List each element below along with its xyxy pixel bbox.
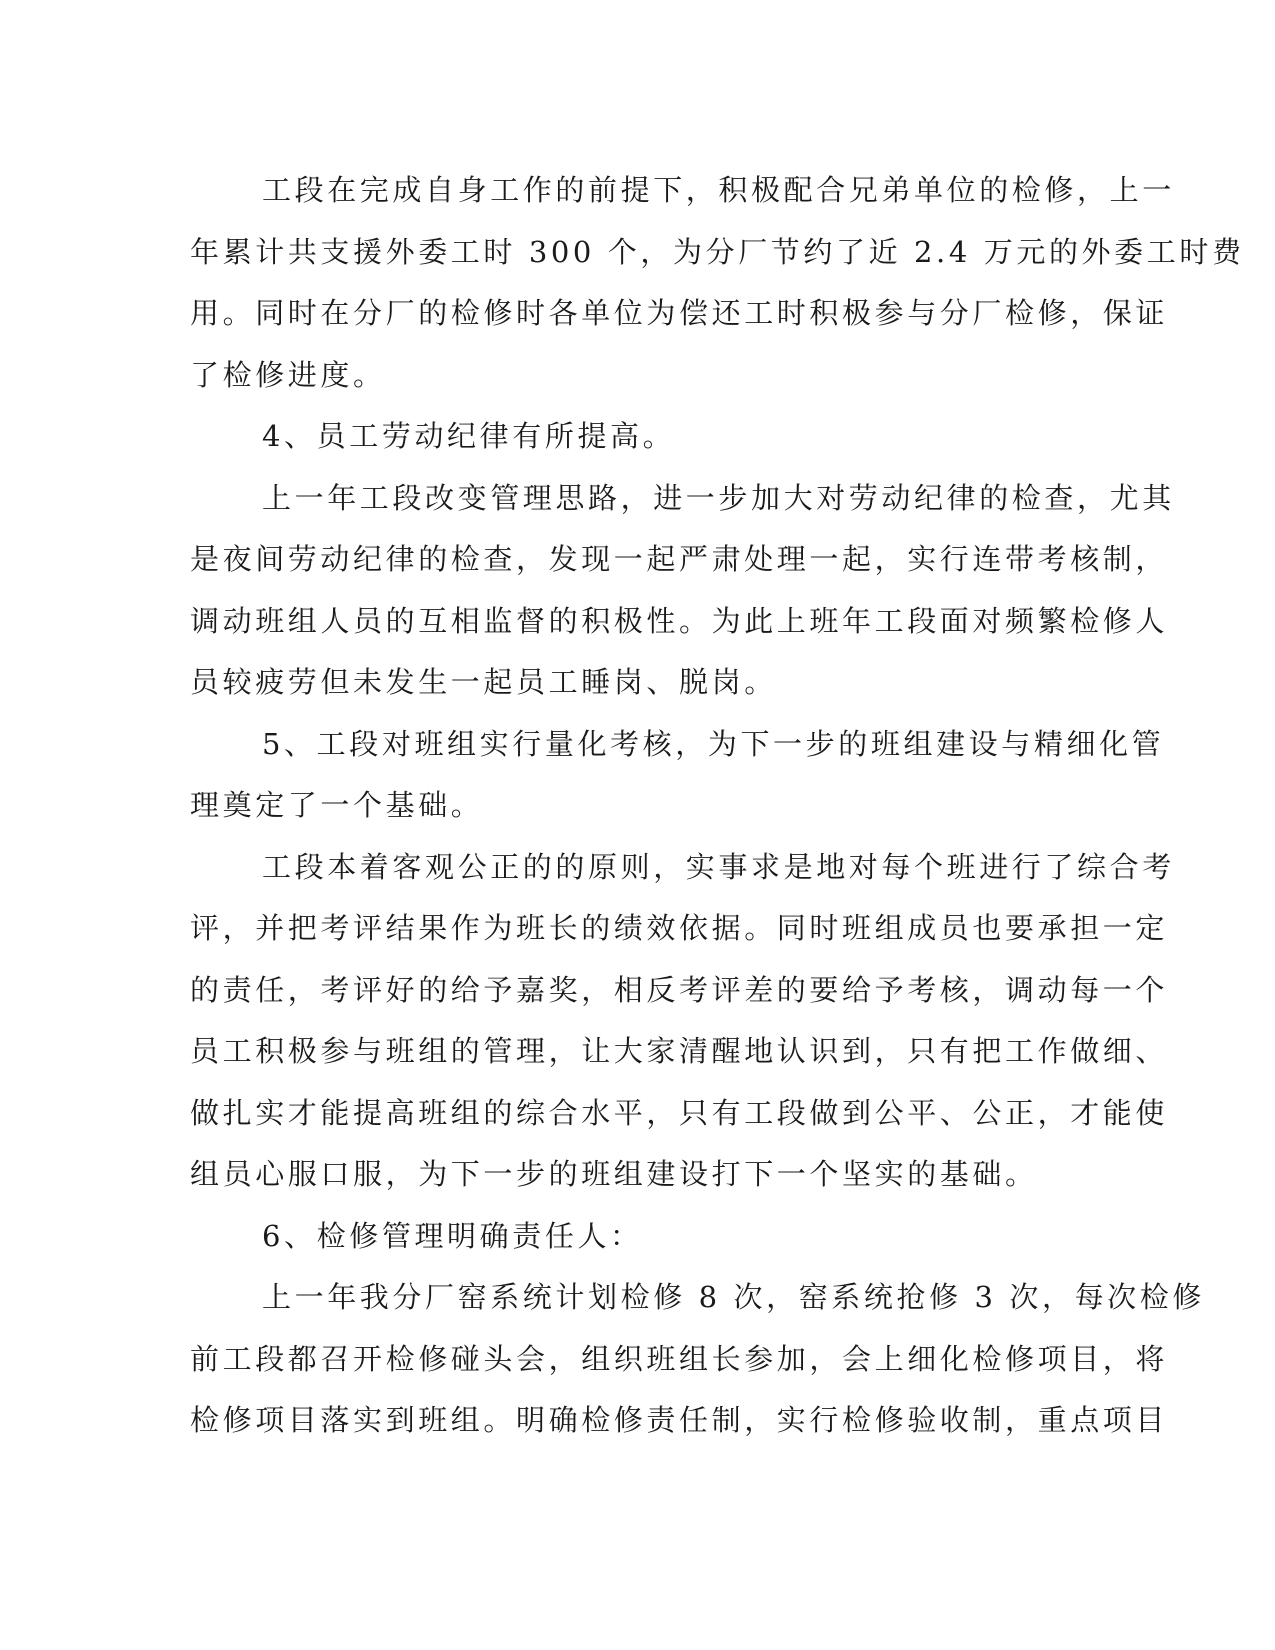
text-line: 的责任，考评好的给予嘉奖，相反考评差的要给予考核，调动每一个 [190, 972, 1169, 1007]
section-heading-5: 5、工段对班组实行量化考核，为下一步的班组建设与精细化管 [262, 726, 1165, 761]
text-line: 工段在完成自身工作的前提下，积极配合兄弟单位的检修，上一 [262, 173, 1175, 207]
section-heading-6: 6、检修管理明确责任人： [262, 1218, 643, 1253]
text-line: 员工积极参与班组的管理，让大家清醒地认识到，只有把工作做细、 [190, 1034, 1169, 1068]
text-line: 前工段都召开检修碰头会，组织班组长参加，会上细化检修项目，将 [190, 1341, 1169, 1376]
section-heading-4: 4、员工劳动纪律有所提高。 [262, 419, 676, 453]
body-text [190, 160, 1245, 1452]
text-line: 了检修进度。 [190, 357, 386, 392]
text-line: 组员心服口服，为下一步的班组建设打下一个坚实的基础。 [190, 1157, 1038, 1191]
text-line: 做扎实才能提高班组的综合水平，只有工段做到公平、公正，才能使 [190, 1095, 1169, 1130]
text-line: 员较疲劳但未发生一起员工睡岗、脱岗。 [190, 665, 777, 699]
text-line: 上一年工段改变管理思路，进一步加大对劳动纪律的检查，尤其 [262, 480, 1175, 515]
text-line: 是夜间劳动纪律的检查，发现一起严肃处理一起，实行连带考核制， [190, 542, 1169, 576]
text-line: 评，并把考评结果作为班长的绩效依据。同时班组成员也要承担一定 [190, 911, 1169, 945]
text-line: 工段本着客观公正的的原则，实事求是地对每个班进行了综合考 [262, 849, 1175, 884]
text-line: 用。同时在分厂的检修时各单位为偿还工时积极参与分厂检修，保证 [190, 296, 1169, 330]
text-line: 上一年我分厂窑系统计划检修 8 次，窑系统抢修 3 次，每次检修 [262, 1280, 1205, 1314]
text-line: 检修项目落实到班组。明确检修责任制，实行检修验收制，重点项目 [190, 1403, 1169, 1437]
text-line: 理奠定了一个基础。 [190, 788, 484, 822]
text-line: 调动班组人员的互相监督的积极性。为此上班年工段面对频繁检修人 [190, 603, 1169, 638]
text-line: 年累计共支援外委工时 300 个，为分厂节约了近 2.4 万元的外委工时费 [190, 234, 1245, 269]
